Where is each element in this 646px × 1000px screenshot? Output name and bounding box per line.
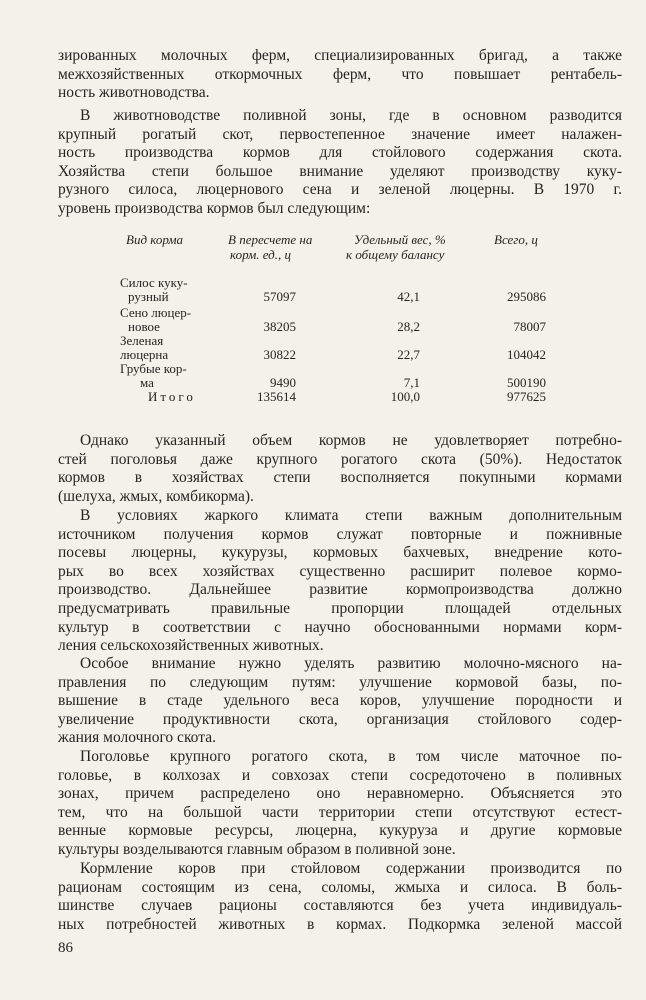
table-cell-total: 295086 bbox=[507, 289, 546, 304]
table-cell-total: 104042 bbox=[507, 347, 546, 362]
text-line: ность производства кормов для стойлового содержания скота. bbox=[58, 144, 622, 162]
table-row-name: Сено люцер- новое bbox=[120, 305, 192, 334]
paragraph-2 bbox=[58, 107, 622, 219]
text-line: рационам состоящим из сена, соломы, жмыха и силоса. В боль- bbox=[58, 878, 622, 896]
paragraph-6 bbox=[58, 748, 622, 860]
text-line: ность животноводства. bbox=[58, 84, 210, 102]
header-kind: Вид корма bbox=[126, 232, 184, 247]
paragraph-3 bbox=[58, 432, 622, 506]
table-cell-feed-units: 38205 bbox=[263, 319, 296, 334]
text-line: зонах, причем распределено оно неравномерно. Объясняется это bbox=[58, 785, 622, 803]
text-line: рузного силоса, люцернового сена и зеленой люцерны. В 1970 г. bbox=[58, 181, 622, 199]
text-line: зированных молочных ферм, специализированных бригад, а также bbox=[58, 47, 622, 64]
text-line: Однако указанный объем кормов не удовлетворяет потребно- bbox=[80, 432, 622, 449]
text-line: венные кормовые ресурсы, люцерна, кукуруза и другие кормовые bbox=[58, 822, 622, 840]
table-cell-feed-units: 57097 bbox=[263, 289, 296, 304]
text-line: Кормление коров при стойловом содержании производится по bbox=[80, 860, 622, 877]
table-cell-total: 977625 bbox=[507, 389, 546, 404]
text-line: культуры возделываются главным образом в поливной зоне. bbox=[58, 840, 456, 858]
paragraph-5 bbox=[58, 655, 622, 748]
text-line: крупный рогатый скот, первостепенное значение имеет налажен- bbox=[58, 125, 622, 143]
text-line: предусматривать правильные пропорции площадей отдельных bbox=[58, 599, 622, 617]
paragraph-1 bbox=[58, 47, 622, 103]
text-line: В условиях жаркого климата степи важным дополнительным bbox=[80, 507, 622, 524]
table-cell-total: 78007 bbox=[513, 319, 546, 334]
text-line: уровень производства кормов был следующим: bbox=[58, 199, 371, 217]
table-cell-share: 22,7 bbox=[397, 347, 420, 362]
page-number: 86 bbox=[58, 940, 73, 956]
table-row-name: Зеленая люцерна bbox=[120, 333, 169, 362]
text-line: источником получения кормов служат повторные и пожнивные bbox=[58, 525, 622, 543]
paragraph-4 bbox=[58, 507, 622, 656]
text-line: производство. Дальнейшее развитие кормопроизводства должно bbox=[58, 581, 622, 599]
text-line: межхозяйственных откормочных ферм, что повышает рентабель- bbox=[58, 65, 622, 83]
text-line: ных потребностей животных в кормах. Подкормка зеленой массой bbox=[58, 915, 622, 933]
text-line: ления сельскохозяйственных животных. bbox=[58, 637, 324, 655]
text-line: жания молочного скота. bbox=[58, 729, 216, 747]
table-cell-share: 7,1 bbox=[403, 375, 420, 390]
feed-production-table bbox=[112, 228, 572, 408]
table-cell-feed-units: 30822 bbox=[263, 347, 296, 362]
table-row-name: Грубые кор- ма bbox=[120, 361, 187, 390]
text-line: кормов в хозяйствах степи восполняется покупными кормами bbox=[58, 469, 622, 487]
table-cell-share: 100,0 bbox=[390, 389, 420, 404]
table-row-name: Силос куку- рузный bbox=[120, 275, 188, 304]
text-line: (шелуха, жмых, комбикорма). bbox=[58, 487, 254, 505]
header-share: Удельный вес, % к общему балансу bbox=[346, 232, 446, 262]
text-line: Хозяйства степи большое внимание уделяют производству куку- bbox=[58, 162, 622, 180]
text-line: стей поголовья даже крупного рогатого скота (50%). Недостаток bbox=[58, 450, 622, 468]
text-line: посевы люцерны, кукурузы, кормовых бахчевых, внедрение кото- bbox=[58, 544, 622, 562]
table-cell-feed-units: 9490 bbox=[270, 375, 296, 390]
text-line: Поголовье крупного рогатого скота, в том числе маточное по- bbox=[80, 748, 622, 765]
text-line: головье, в колхозах и совхозах степи сосредоточено в поливных bbox=[58, 766, 622, 784]
header-total: Всего, ц bbox=[494, 232, 538, 247]
text-line: вышение в стаде удельного веса коров, улучшение породности и bbox=[58, 692, 622, 710]
text-line: Особое внимание нужно уделять развитию молочно-мясного на- bbox=[80, 655, 622, 672]
paragraph-7 bbox=[58, 860, 622, 934]
table-cell-total: 500190 bbox=[507, 375, 546, 390]
text-line: увеличение продуктивности скота, организация стойлового содер- bbox=[58, 710, 622, 728]
table-cell-share: 42,1 bbox=[397, 289, 420, 304]
text-line: тем, что на большой части территории степи отсутствуют естест- bbox=[58, 803, 622, 821]
text-line: правления по следующим путям: улучшение кормовой базы, по- bbox=[58, 673, 622, 691]
text-line: культур в соответствии с научно обоснованными нормами корм- bbox=[58, 618, 622, 636]
table-cell-share: 28,2 bbox=[397, 319, 420, 334]
text-line: шинстве случаев рационы составляются без учета индивидуаль- bbox=[58, 897, 622, 915]
header-feed-units: В пересчете на корм. ед., ц bbox=[228, 232, 313, 262]
text-line: В животноводстве поливной зоны, где в основном разводится bbox=[80, 107, 622, 124]
text-line: рых во всех хозяйствах существенно расширит полевое кормо- bbox=[58, 562, 622, 580]
table-cell-feed-units: 135614 bbox=[257, 389, 296, 404]
table-row-name-total: Итого bbox=[148, 389, 196, 404]
